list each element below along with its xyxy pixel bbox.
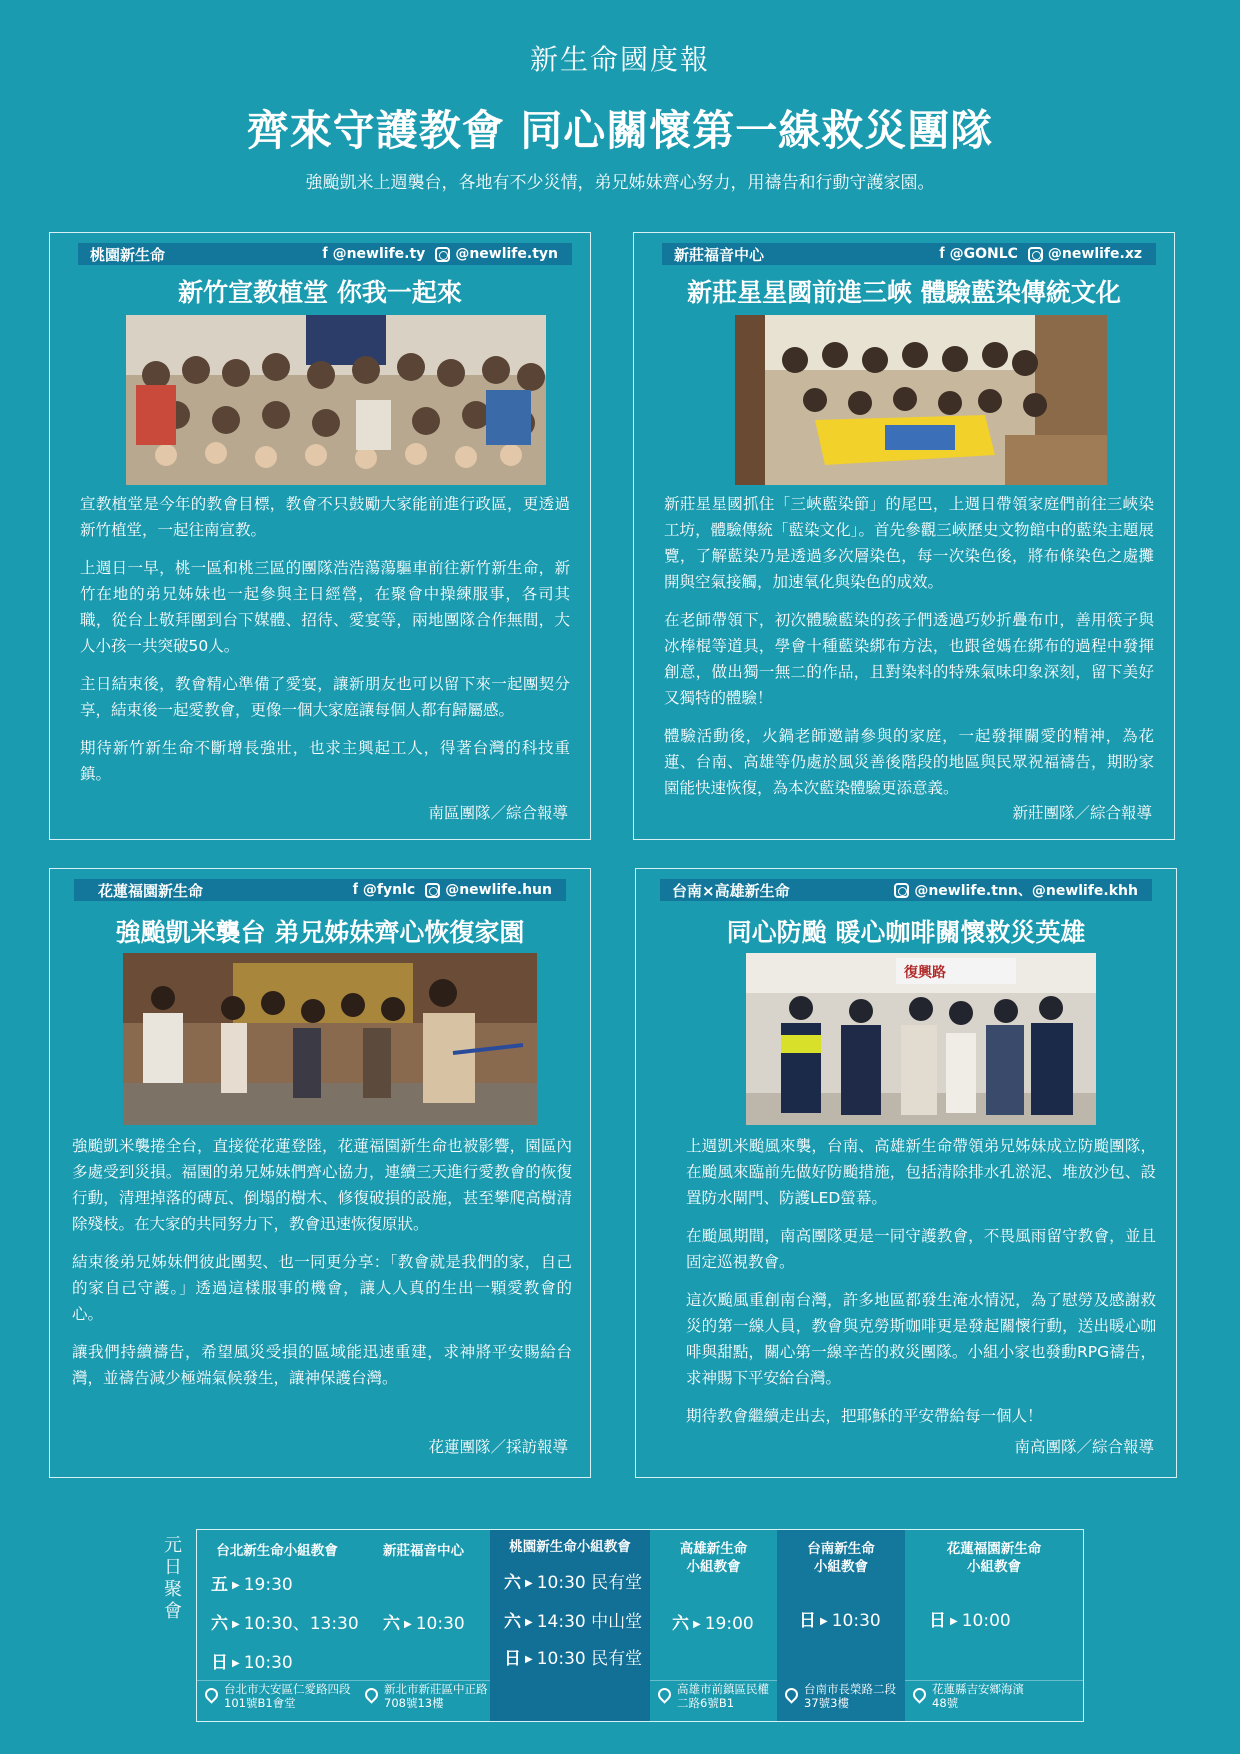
service-time: 五 ▶ 19:30	[211, 1575, 293, 1595]
paragraph: 這次颱風重創南台灣，許多地區都發生淹水情況，為了慰勞及感謝救災的第一線人員，教會與克勞斯咖啡更是發起關懷行動，送出暖心咖啡與甜點，關心第一線辛苦的救災團隊。小組小家也發動RPG禱告，求神賜下平安給台灣。	[686, 1291, 1156, 1387]
location-pin-icon	[782, 1685, 800, 1703]
service-schedule	[196, 1529, 1084, 1722]
facebook-handle: @newlife.ty	[332, 246, 426, 262]
paragraph: 上週日一早，桃一區和桃三區的團隊浩浩蕩蕩驅車前往新竹新生命，新竹在地的弟兄姊妹也一起參與主日經營，在聚會中操練服事，各司其職，從台上敬拜團到台下媒體、招待、愛宴等，兩地團隊合作無間，大人小孩一共突破50人。	[80, 559, 570, 655]
paragraph: 在老師帶領下，初次體驗藍染的孩子們透過巧妙折疊布巾，善用筷子與冰棒棍等道具，學會十種藍染綁布方法，也跟爸媽在綁布的過程中發揮創意，做出獨一無二的作品，且對染料的特殊氣味印象深刻，留下美好又獨特的體驗！	[664, 611, 1154, 707]
facebook-handle: @GONLC	[949, 246, 1018, 262]
article-card-taoyuan	[49, 232, 591, 840]
instagram-handle: @newlife.tnn、@newlife.khh	[914, 883, 1138, 899]
schedule-kaohsiung	[650, 1530, 777, 1721]
article-card-xinzhuang	[633, 232, 1175, 840]
article-body	[686, 1133, 1156, 1441]
instagram-link[interactable]	[425, 882, 552, 898]
card-header	[78, 243, 572, 265]
facebook-link[interactable]	[322, 245, 425, 263]
service-time: 日 ▶ 10:30 民有堂	[504, 1649, 643, 1669]
instagram-icon	[425, 883, 440, 898]
church-name: 桃園新生命	[90, 245, 166, 264]
article-body	[72, 1133, 572, 1403]
article-credit: 南高團隊／綜合報導	[1014, 1438, 1154, 1456]
group-photo	[735, 315, 1107, 485]
schedule-hualien	[905, 1530, 1083, 1721]
card-header	[74, 879, 566, 901]
church-address[interactable]: 花蓮縣吉安鄉海濱48號	[913, 1682, 1033, 1710]
paragraph: 上週凱米颱風來襲，台南、高雄新生命帶領弟兄姊妹成立防颱團隊，在颱風來臨前先做好防颱措施，包括清除排水孔淤泥、堆放沙包、設置防水閘門、防護LED螢幕。	[686, 1137, 1156, 1207]
church-title: 台南新生命小組教會	[807, 1541, 875, 1575]
facebook-handle: @fynlc	[362, 882, 416, 898]
schedule-taipei	[197, 1530, 357, 1721]
instagram-link[interactable]	[894, 880, 1138, 900]
location-pin-icon	[655, 1685, 673, 1703]
instagram-handle: @newlife.hun	[445, 882, 552, 898]
article-title: 新竹宣教植堂 你我一起來	[178, 278, 462, 307]
social-links	[894, 880, 1138, 900]
service-time: 六 ▶ 10:30	[383, 1614, 465, 1634]
schedule-tainan	[777, 1530, 905, 1721]
location-pin-icon	[362, 1685, 380, 1703]
paragraph: 體驗活動後，火鍋老師邀請參與的家庭，一起發揮關愛的精神，為花蓮、台南、高雄等仍處於風災善後階段的地區與民眾祝福禱告，期盼家園能快速恢復，為本次藍染體驗更添意義。	[664, 727, 1154, 797]
church-title: 花蓮福園新生命小組教會	[946, 1541, 1042, 1575]
paragraph: 宣教植堂是今年的教會目標，教會不只鼓勵大家能前進行政區，更透過新竹植堂，一起往南宣教。	[80, 495, 570, 539]
location-pin-icon	[202, 1685, 220, 1703]
paragraph: 在颱風期間，南高團隊更是一同守護教會，不畏風雨留守教會，並且固定巡視教會。	[686, 1227, 1156, 1271]
brand-logo: 元 日 聚 會	[164, 1535, 182, 1622]
page-subline: 強颱凱米上週襲台，各地有不少災情，弟兄姊妹齊心努力，用禱告和行動守護家園。	[305, 173, 935, 193]
article-title: 同心防颱 暖心咖啡關懷救災英雄	[726, 918, 1086, 947]
facebook-icon: f	[939, 245, 945, 262]
church-address[interactable]: 台南市長榮路二段37號3樓	[785, 1682, 903, 1710]
schedule-xinzhuang	[357, 1530, 490, 1721]
paragraph: 新莊星星國抓住「三峽藍染節」的尾巴，上週日帶領家庭們前往三峽染工坊，體驗傳統「藍染文化」。首先參觀三峽歷史文物館中的藍染主題展覽，了解藍染乃是透過多次層染色，每一次染色後，將布條染色之處攤開與空氣接觸，加速氧化與染色的成效。	[664, 495, 1154, 591]
article-credit: 花蓮團隊／採訪報導	[428, 1438, 568, 1456]
instagram-icon	[894, 883, 909, 898]
paragraph: 結束後弟兄姊妹們彼此團契、也一同更分享：「教會就是我們的家，自己的家自己守護。」透過這樣服事的機會，讓人人真的生出一顆愛教會的心。	[72, 1253, 572, 1323]
instagram-handle: @newlife.xz	[1047, 246, 1142, 262]
group-photo	[126, 315, 546, 485]
social-links	[322, 245, 558, 263]
church-name: 花蓮福園新生命	[98, 881, 204, 900]
church-name: 新莊福音中心	[674, 245, 765, 264]
paragraph: 期待教會繼續走出去，把耶穌的平安帶給每一個人！	[686, 1407, 1043, 1425]
church-title: 高雄新生命小組教會	[679, 1541, 748, 1575]
masthead: 新生命國度報	[529, 43, 710, 76]
instagram-icon	[1028, 247, 1043, 262]
church-title: 桃園新生命小組教會	[509, 1539, 631, 1555]
article-card-hualien	[49, 868, 591, 1478]
church-address[interactable]: 新北市新莊區中正路708號13樓	[365, 1682, 490, 1710]
article-title: 新莊星星國前進三峽 體驗藍染傳統文化	[687, 278, 1121, 307]
service-time: 六 ▶ 10:30 民有堂	[504, 1573, 643, 1593]
card-header	[662, 243, 1156, 265]
service-time: 日 ▶ 10:30	[211, 1653, 293, 1673]
church-title: 新莊福音中心	[383, 1543, 464, 1559]
schedule-taoyuan	[490, 1530, 650, 1721]
facebook-icon: f	[322, 245, 328, 262]
instagram-icon	[435, 247, 450, 262]
facebook-link[interactable]	[353, 881, 416, 899]
service-time: 六 ▶ 14:30 中山堂	[504, 1612, 643, 1632]
paragraph: 讓我們持續禱告，希望風災受損的區域能迅速重建，求神將平安賜給台灣，並禱告減少極端氣候發生，讓神保護台灣。	[72, 1343, 572, 1387]
article-title: 強颱凱米襲台 弟兄姊妹齊心恢復家園	[115, 918, 525, 947]
facebook-icon: f	[352, 881, 358, 898]
facebook-link[interactable]	[939, 245, 1018, 263]
social-links	[353, 881, 552, 899]
instagram-link[interactable]	[1028, 246, 1142, 262]
church-address[interactable]: 高雄市前鎮區民權二路6號B1	[658, 1682, 776, 1710]
group-photo	[746, 953, 1096, 1125]
page-headline: 齊來守護教會 同心關懷第一線救災團隊	[246, 106, 994, 155]
service-time: 日 ▶ 10:00	[929, 1611, 1011, 1631]
service-time: 六 ▶ 19:00	[672, 1614, 754, 1634]
card-header	[660, 879, 1152, 901]
service-time: 六 ▶ 10:30、13:30	[211, 1614, 359, 1634]
paragraph: 主日結束後，教會精心準備了愛宴，讓新朋友也可以留下來一起團契分享，結束後一起愛教會，更像一個大家庭讓每個人都有歸屬感。	[80, 675, 570, 719]
paragraph: 強颱凱米襲捲全台，直接從花蓮登陸，花蓮福園新生命也被影響，園區內多處受到災損。福園的弟兄姊妹們齊心協力，連續三天進行愛教會的恢復行動，清理掉落的磚瓦、倒塌的樹木、修復破損的設施，甚至攀爬高樹清除殘枝。在大家的共同努力下，教會迅速恢復原狀。	[72, 1137, 572, 1233]
paragraph: 期待新竹新生命不斷增長強壯，也求主興起工人，得著台灣的科技重鎮。	[80, 739, 570, 783]
instagram-link[interactable]	[435, 246, 558, 262]
article-credit: 南區團隊／綜合報導	[428, 804, 568, 822]
group-photo	[123, 953, 537, 1125]
social-links	[939, 245, 1142, 263]
article-card-tainan-kaohsiung	[635, 868, 1177, 1478]
church-title: 台北新生命小組教會	[216, 1543, 338, 1559]
church-address[interactable]: 台北市大安區仁愛路四段101號B1會堂	[205, 1682, 355, 1710]
location-pin-icon	[910, 1685, 928, 1703]
church-name: 台南×高雄新生命	[672, 881, 790, 900]
service-time: 日 ▶ 10:30	[799, 1611, 881, 1631]
article-body	[80, 491, 570, 799]
instagram-handle: @newlife.tyn	[455, 246, 558, 262]
svg-text:復興路: 復興路	[904, 965, 946, 981]
article-credit: 新莊團隊／綜合報導	[1012, 804, 1152, 822]
article-body	[664, 491, 1154, 813]
